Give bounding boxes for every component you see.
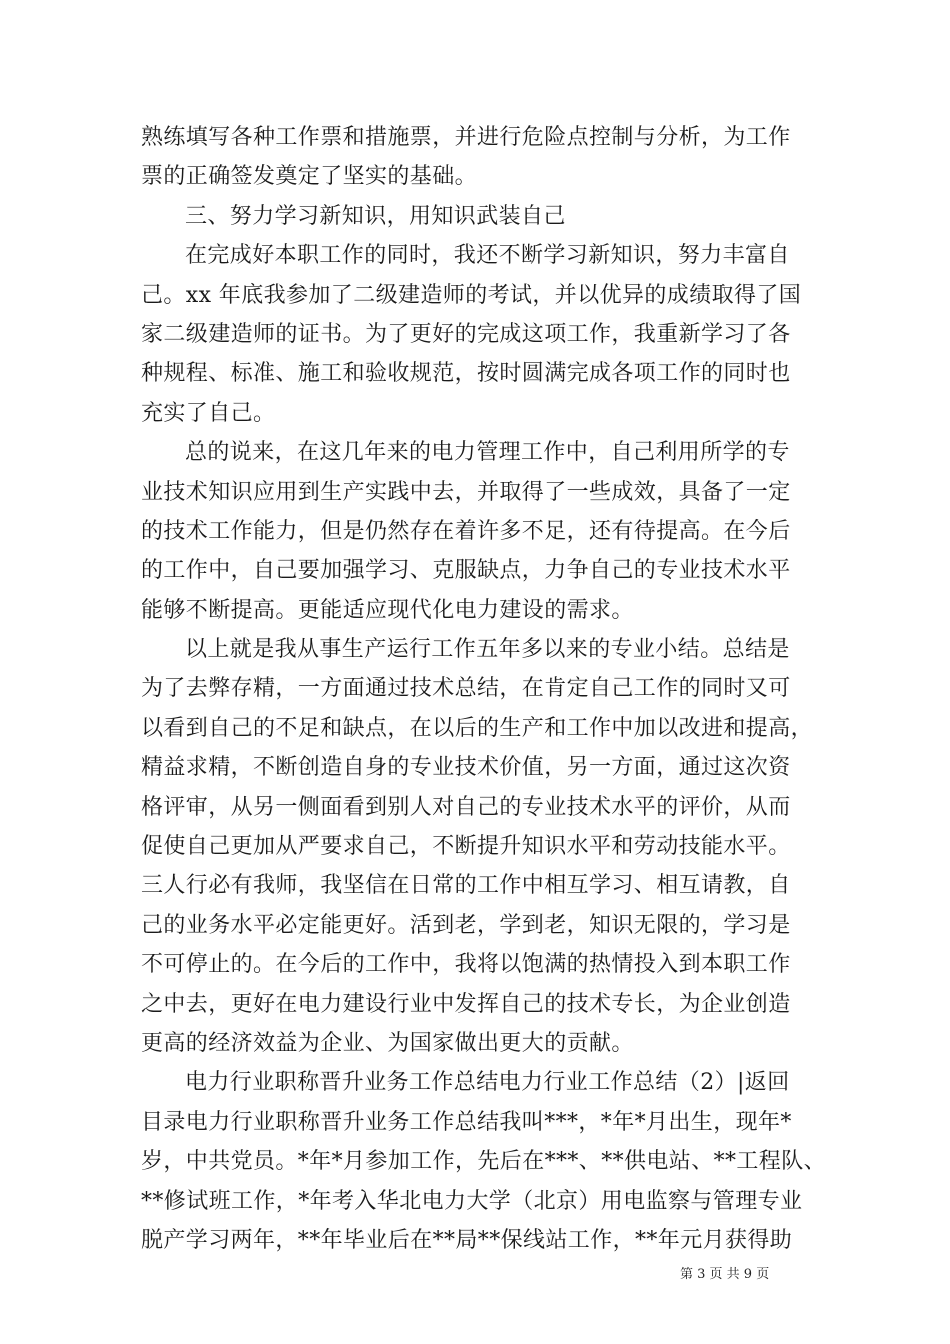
text-line: 的技术工作能力，但是仍然存在着许多不足，还有待提高。在今后 [141, 518, 791, 544]
text-line: 促使自己更加从严要求自己，不断提升知识水平和劳动技能水平。 [141, 834, 791, 860]
text-line: 能够不断提高。更能适应现代化电力建设的需求。 [141, 597, 634, 623]
text-line: 电力行业职称晋升业务工作总结电力行业工作总结（2）|返回 [185, 1070, 790, 1096]
text-line: 不可停止的。在今后的工作中，我将以饱满的热情投入到本职工作 [141, 952, 791, 978]
text-line: 在完成好本职工作的同时，我还不断学习新知识，努力丰富自 [185, 243, 790, 269]
text-line: 三、努力学习新知识，用知识武装自己 [185, 203, 566, 229]
text-line: 以上就是我从事生产运行工作五年多以来的专业小结。总结是 [185, 637, 790, 663]
text-line: 总的说来，在这几年来的电力管理工作中，自己利用所学的专 [185, 440, 790, 466]
text-line: 岁，中共党员。*年*月参加工作，先后在***、**供电站、**工程队、 [141, 1149, 827, 1175]
text-line: 目录电力行业职称晋升业务工作总结我叫***，*年*月出生，现年* [141, 1109, 792, 1135]
text-line: 之中去，更好在电力建设行业中发挥自己的技术专长，为企业创造 [141, 991, 791, 1017]
document-body [141, 118, 827, 1260]
text-line: **修试班工作，*年考入华北电力大学（北京）用电监察与管理专业 [141, 1188, 803, 1214]
text-line: 三人行必有我师，我坚信在日常的工作中相互学习、相互请教，自 [141, 873, 791, 899]
text-line: 格评审，从另一侧面看到别人对自己的专业技术水平的评价，从而 [141, 794, 791, 820]
text-line: 充实了自己。 [141, 400, 276, 426]
text-line: 熟练填写各种工作票和措施票，并进行危险点控制与分析，为工作 [141, 125, 791, 150]
text-line: 业技术知识应用到生产实践中去，并取得了一些成效，具备了一定 [141, 479, 791, 505]
page-number: 第 3 页 共 9 页 [680, 1267, 770, 1282]
text-line: 为了去弊存精，一方面通过技术总结，在肯定自己工作的同时又可 [141, 676, 791, 702]
text-line: 的工作中，自己要加强学习、克服缺点，力争自己的专业技术水平 [141, 558, 791, 584]
text-line: 己的业务水平必定能更好。活到老，学到老，知识无限的，学习是 [141, 912, 791, 938]
text-line: 家二级建造师的证书。为了更好的完成这项工作，我重新学习了各 [141, 321, 791, 347]
text-line: 更高的经济效益为企业、为国家做出更大的贡献。 [141, 1030, 634, 1056]
text-line: 种规程、标准、施工和验收规范，按时圆满完成各项工作的同时也 [141, 361, 791, 387]
text-line: 己。xx 年底我参加了二级建造师的考试，并以优异的成绩取得了国 [141, 282, 802, 308]
text-line: 以看到自己的不足和缺点，在以后的生产和工作中加以改进和提高， [141, 715, 814, 741]
text-line: 票的正确签发奠定了坚实的基础。 [141, 164, 478, 190]
text-line: 精益求精，不断创造自身的专业技术价值，另一方面，通过这次资 [141, 755, 791, 781]
text-line: 脱产学习两年，**年毕业后在**局**保线站工作，**年元月获得助 [141, 1227, 793, 1253]
